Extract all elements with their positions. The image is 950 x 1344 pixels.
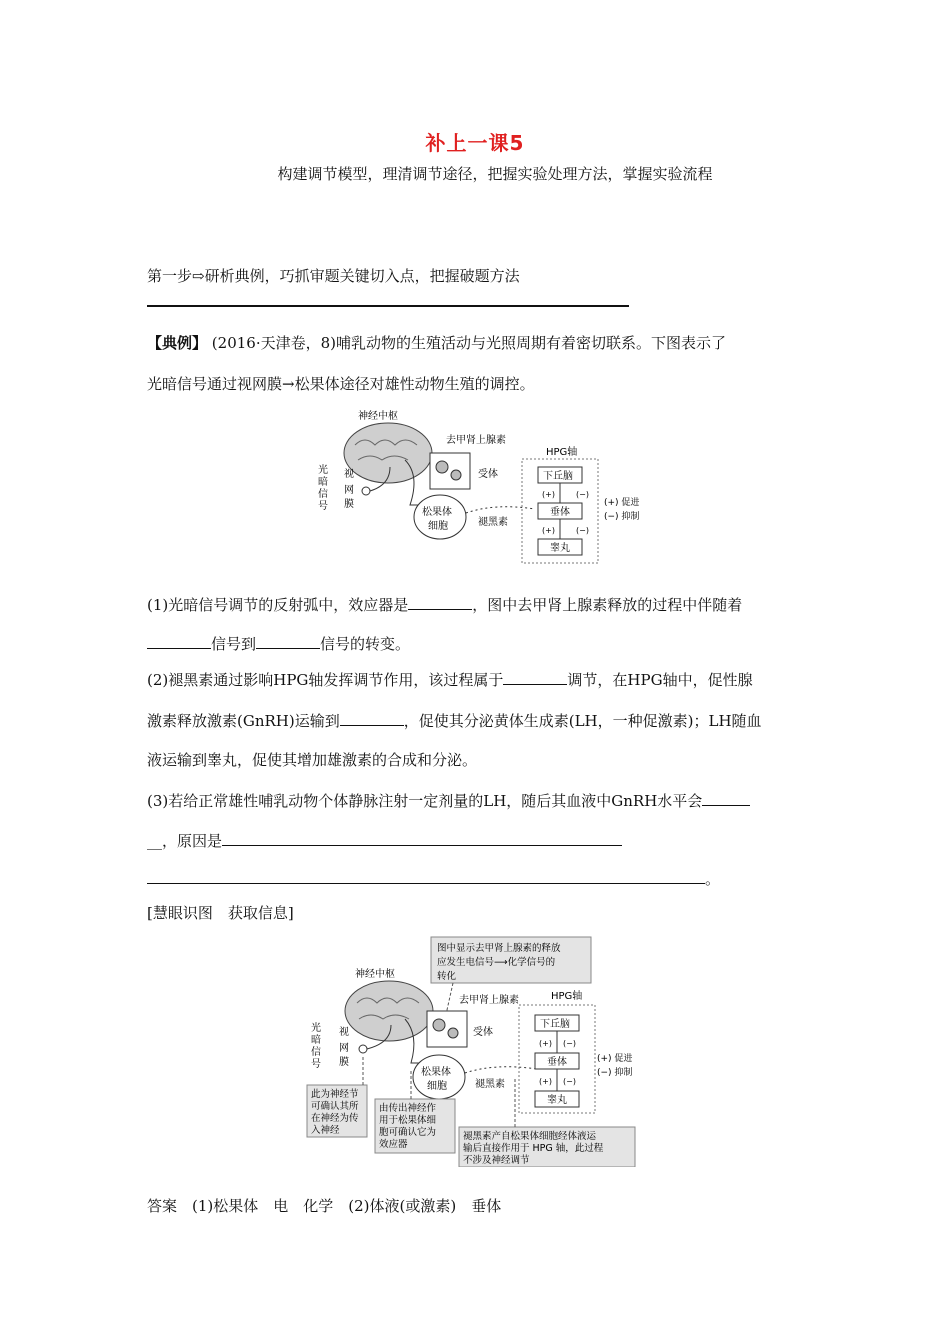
svg-text:图中显示去甲肾上腺素的释放: 图中显示去甲肾上腺素的释放 <box>437 943 561 954</box>
divider <box>147 305 629 307</box>
svg-text:去甲肾上腺素: 去甲肾上腺素 <box>459 995 519 1006</box>
svg-text:细胞: 细胞 <box>428 521 448 532</box>
svg-text:视: 视 <box>339 1027 349 1038</box>
svg-text:暗: 暗 <box>318 477 328 488</box>
question-3-cont: __，原因是 <box>147 830 622 851</box>
regulation-diagram <box>310 405 655 570</box>
svg-text:效应器: 效应器 <box>379 1139 408 1150</box>
svg-text:(−) 抑制: (−) 抑制 <box>597 1068 633 1078</box>
svg-text:光: 光 <box>318 465 328 476</box>
svg-text:(−): (−) <box>576 490 589 499</box>
svg-text:褪黑素: 褪黑素 <box>478 517 508 528</box>
step-heading: 第一步⇨研析典例，巧抓审题关键切入点，把握破题方法 <box>147 267 520 285</box>
svg-text:(−): (−) <box>576 526 589 535</box>
svg-text:此为神经节: 此为神经节 <box>311 1089 359 1100</box>
svg-text:膜: 膜 <box>339 1057 349 1068</box>
svg-text:输后直接作用于 HPG 轴，此过程: 输后直接作用于 HPG 轴，此过程 <box>463 1143 604 1154</box>
insight-title: [慧眼识图 获取信息] <box>147 904 294 922</box>
svg-text:用于松果体细: 用于松果体细 <box>379 1115 437 1126</box>
svg-text:信: 信 <box>311 1047 321 1058</box>
page-title: 补上一课5 <box>425 131 525 155</box>
question-2: (2)褪黑素通过影响HPG轴发挥调节作用，该过程属于 调节，在HPG轴中，促性腺 <box>147 671 753 689</box>
svg-text:HPG轴: HPG轴 <box>551 991 583 1002</box>
svg-text:由传出神经作: 由传出神经作 <box>379 1103 437 1114</box>
svg-text:(+): (+) <box>542 490 555 499</box>
example-line-2: 光暗信号通过视网膜→松果体途径对雄性动物生殖的调控。 <box>147 375 535 393</box>
example-text-1: (2016·天津卷，8)哺乳动物的生殖活动与光照周期有着密切联系。下图表示了 <box>211 334 726 352</box>
svg-text:下丘脑: 下丘脑 <box>543 471 573 482</box>
svg-text:在神经为传: 在神经为传 <box>311 1113 359 1124</box>
svg-text:褪黑素产自松果体细胞经体液运: 褪黑素产自松果体细胞经体液运 <box>463 1131 597 1142</box>
question-2-cont: 激素释放激素(GnRH)运输到 ，促使其分泌黄体生成素(LH，一种促激素)；LH随血 <box>147 712 762 730</box>
svg-text:入神经: 入神经 <box>311 1125 340 1136</box>
svg-text:松果体: 松果体 <box>421 1067 451 1078</box>
example-tag: 【典例】 <box>147 334 208 352</box>
svg-text:胞可确认它为: 胞可确认它为 <box>379 1127 437 1138</box>
svg-text:(+) 促进: (+) 促进 <box>597 1054 633 1064</box>
svg-text:(+) 促进: (+) 促进 <box>604 498 640 508</box>
svg-text:(+): (+) <box>539 1077 552 1086</box>
svg-text:可确认其所: 可确认其所 <box>311 1101 359 1112</box>
svg-text:转化: 转化 <box>437 971 457 982</box>
answer: 答案 (1)松果体 电 化学 (2)体液(或激素) 垂体 <box>147 1197 502 1215</box>
svg-text:视: 视 <box>344 469 354 480</box>
svg-text:网: 网 <box>344 485 354 496</box>
svg-text:暗: 暗 <box>311 1035 321 1046</box>
brain-icon <box>344 423 432 483</box>
svg-text:号: 号 <box>318 501 328 512</box>
svg-text:褪黑素: 褪黑素 <box>475 1079 505 1090</box>
svg-text:垂体: 垂体 <box>547 1057 567 1068</box>
svg-text:松果体: 松果体 <box>422 507 452 518</box>
brain-icon <box>345 981 433 1041</box>
svg-text:睾丸: 睾丸 <box>550 543 570 554</box>
svg-text:膜: 膜 <box>344 499 354 510</box>
svg-text:受体: 受体 <box>473 1027 493 1038</box>
svg-text:细胞: 细胞 <box>427 1081 447 1092</box>
svg-text:HPG轴: HPG轴 <box>546 447 578 458</box>
question-3-end: 。 <box>147 868 720 889</box>
neural-center-label: 神经中枢 <box>358 411 398 422</box>
svg-text:应发生电信号⟶化学信号的: 应发生电信号⟶化学信号的 <box>437 957 556 968</box>
question-1-cont: 信号到 信号的转变。 <box>147 633 410 654</box>
svg-text:神经中枢: 神经中枢 <box>355 969 395 980</box>
svg-text:垂体: 垂体 <box>550 507 570 518</box>
ganglion-icon <box>359 1045 367 1053</box>
svg-text:网: 网 <box>339 1043 349 1054</box>
annotated-diagram <box>305 935 685 1167</box>
svg-text:受体: 受体 <box>478 469 498 480</box>
svg-text:(−): (−) <box>563 1039 576 1048</box>
svg-text:号: 号 <box>311 1059 321 1070</box>
synapse-box <box>427 1011 467 1047</box>
question-3: (3)若给正常雄性哺乳动物个体静脉注射一定剂量的LH，随后其血液中GnRH水平会 <box>147 790 750 811</box>
svg-text:不涉及神经调节: 不涉及神经调节 <box>463 1155 530 1166</box>
svg-text:(+): (+) <box>539 1039 552 1048</box>
ganglion-icon <box>362 487 370 495</box>
question-2-end: 液运输到睾丸，促使其增加雄激素的合成和分泌。 <box>147 751 478 769</box>
synapse-box <box>430 453 470 489</box>
svg-text:(−) 抑制: (−) 抑制 <box>604 512 640 522</box>
example-line-1 <box>147 332 726 353</box>
svg-text:(−): (−) <box>563 1077 576 1086</box>
page-subtitle: 构建调节模型，理清调节途径，把握实验处理方法，掌握实验流程 <box>277 165 713 183</box>
svg-text:(+): (+) <box>542 526 555 535</box>
svg-text:去甲肾上腺素: 去甲肾上腺素 <box>446 435 506 446</box>
svg-text:光: 光 <box>311 1023 321 1034</box>
svg-text:睾丸: 睾丸 <box>547 1095 567 1106</box>
question-1: (1)光暗信号调节的反射弧中，效应器是 ，图中去甲肾上腺素释放的过程中伴随着 <box>147 596 743 614</box>
svg-text:下丘脑: 下丘脑 <box>540 1019 570 1030</box>
svg-text:信: 信 <box>318 489 328 500</box>
